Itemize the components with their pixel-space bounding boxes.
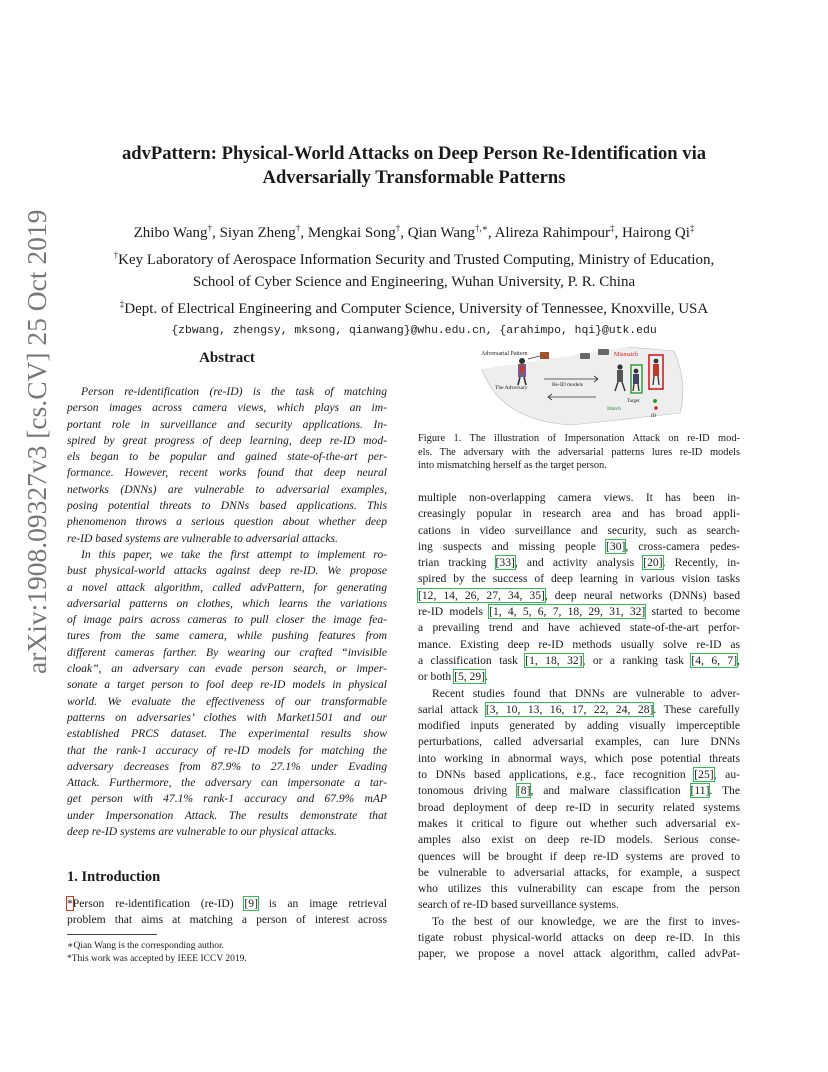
text-run: broad deployment of deep re-ID in security related systems [418,800,740,814]
affiliation-1-line-2: School of Cyber Science and Engineering, Wuhan University, P. R. China [192,274,636,290]
label-reid-models: Re-ID models [552,382,584,388]
text-run: multiple non-overlapping camera views. It has been in- [418,491,740,504]
label-id: ID [651,414,657,419]
abstract-line: person images across camera views, which plays an im- [67,401,387,415]
abstract-line: of image pairs across cameras to pull closer the image fea- [67,613,387,627]
figure-1-illustration [478,343,688,429]
text-run: amples also exist on deep re-ID models. Serious conse- [418,833,740,847]
body-line [418,604,740,620]
abstract-line: that the rank-1 accuracy of re-ID models for matching the [67,743,387,757]
body-line [418,865,740,881]
text-run: To the best of our knowledge, we are the first to inves- [432,914,740,928]
introduction-body [67,896,387,929]
author-affiliation-mark: † [207,223,213,233]
caption-line: Figure 1. The illustration of Impersonation Attack on re-ID mod- [418,433,740,444]
text-run: search of re-ID based surveillance systems. [418,898,619,912]
text-run: spired by the success of deep learning in various vision tasks [418,572,740,586]
citation-link[interactable]: [9] [244,897,258,910]
text-run: . The [709,784,740,798]
author-name: Hairong Qi [621,225,690,241]
abstract-line: cloak”, an adversary can evade person search, or imper- [67,662,387,676]
abstract-line: deep re-ID systems are vulnerable to our physical attacks. [67,825,337,839]
body-line [418,897,740,913]
body-line [418,849,740,865]
body-line [418,523,740,539]
abstract-line: get person with 47.1% rank-1 accuracy and 67.9% mAP [67,792,387,806]
title-line-2: Adversarially Transformable Patterns [262,167,566,188]
label-adversarial-pattern: Adversarial Pattern [481,351,528,357]
label-match: Match [607,406,622,412]
pattern-patch-icon [540,352,549,359]
paper-title [70,142,758,190]
text-run: tigate robust physical-world attacks on deep re-ID. In this [418,931,740,945]
label-mismatch: Mismatch [614,352,638,358]
affiliation-1-mark: † [113,250,119,260]
body-line [418,653,740,669]
citation-link[interactable]: [8] [516,784,531,798]
citation-link[interactable]: [30] [606,539,626,553]
author-name: Alireza Rahimpour [494,225,610,241]
text-run: paper, we propose a novel attack algorithm, called advPat- [418,947,740,961]
pattern-pointer [528,356,540,359]
abstract-line: bust physical-world attacks against deep re-ID. We propose [67,564,387,578]
author-affiliation-mark: ‡ [609,223,615,233]
citation-link[interactable]: [11] [690,784,710,798]
abstract-line: portant role in surveillance and security applications. In- [67,417,387,431]
body-line [418,734,740,750]
author-affiliation-mark: † [395,223,401,233]
right-column-body [418,490,740,963]
abstract-line: tures from the same camera, while pushing features from [67,629,387,643]
text-run: a classification task [418,653,526,667]
id-marker-icon-2 [654,406,658,410]
citation-link[interactable]: [25] [694,768,714,782]
footnote-divider [67,934,157,935]
citation-link[interactable]: [20] [643,556,663,570]
body-line [418,686,740,702]
affiliation-2-text: Dept. of Electrical Engineering and Computer Science, University of Tennessee, Knoxville, USA [124,301,709,317]
body-line [418,800,740,816]
camera-icon-1 [580,353,590,359]
body-line [418,930,740,946]
introduction-line-1 [67,896,387,912]
author-name: Siyan Zheng [219,225,296,241]
body-line [418,881,740,897]
body-line [418,490,740,506]
camera-icon-2 [598,349,609,355]
body-line [418,539,740,555]
text-run: re-ID models [418,605,490,619]
text-run: ing suspects and missing people [418,539,607,553]
citation-link[interactable]: [3, 10, 13, 16, 17, 22, 24, 28] [485,702,654,716]
author-affiliation-mark: ‡ [689,223,695,233]
body-line [418,767,740,783]
body-line [418,555,740,571]
body-line [418,588,740,604]
text-run: , or a ranking task [582,653,692,667]
body-line [418,718,740,734]
text-run: , and activity analysis [514,556,644,570]
body-line [418,620,740,636]
title-line-1: advPattern: Physical-World Attacks on Deep Person Re-Identification via [121,143,707,164]
footnotes [67,940,387,965]
abstract-line: adversarial patterns on clothes, which learns the variations [67,596,387,610]
citation-link[interactable]: [1, 4, 5, 6, 7, 18, 29, 31, 32] [489,605,646,619]
author-name: Qian Wang [407,225,475,241]
author-block [40,217,788,340]
body-line [418,702,740,718]
abstract-line: sonate a target person to fool deep re-ID models in physical [67,678,387,692]
citation-link[interactable]: [5, 29] [454,670,485,684]
abstract-line: phenomenon throws a serious question about whether deep [67,515,387,529]
text-run: . These carefully [653,702,740,716]
text-run: into working in abnormal ways, which pose potential threats [418,751,740,765]
citation-link[interactable]: [4, 6, 7] [691,653,738,667]
affiliation-2-mark: ‡ [119,299,125,309]
text-run: trian tracking [418,556,496,570]
text-run: quences will be brought if deep re-ID systems are proved to [418,849,740,863]
body-line [418,637,740,653]
affiliation-2 [40,293,788,320]
author-affiliation-mark: †,∗ [475,223,488,233]
text-run: . Recently, in- [662,556,741,570]
text-run: is an image retrieval [257,897,387,910]
label-adversary: The Adversary [495,385,528,391]
introduction-heading: 1. Introduction [67,869,161,885]
body-line [418,946,740,962]
arxiv-identifier: arXiv:1908.09327v3 [cs.CV] 25 Oct 2019 [21,209,52,674]
text-run: perturbations, called adversarial examples, can lure DNNs [418,735,740,749]
caption-line: into mismatching herself as the target person. [418,460,607,471]
text-run: , au- [713,768,740,782]
text-run: , [737,653,741,667]
label-target: Target [627,399,640,404]
abstract-line: networks (DNNs) are vulnerable to adversarial examples, [67,482,387,496]
abstract-line: world. We evaluate the effectiveness of our transformable [67,694,387,708]
text-run: , deep neural networks (DNNs) based [544,588,740,602]
affiliation-1-text: Key Laboratory of Aerospace Information Security and Trusted Computing, Ministry of Education, [118,252,715,268]
body-line [418,751,740,767]
abstract-body [67,384,387,840]
text-run: mance. Existing deep re-ID methods usually solve re-ID as [418,637,740,651]
citation-link[interactable]: [33] [495,556,515,570]
abstract-heading: Abstract [199,350,255,366]
text-run: started to become [645,605,740,619]
body-line [418,783,740,799]
text-run: or both [418,670,455,684]
author-affiliation-mark: † [295,223,301,233]
text-run: , cross-camera pedes- [625,539,741,553]
body-line [418,914,740,930]
text-run: Recent studies found that DNNs are vulnerable to adver- [432,686,740,700]
text-run: sarial attack [418,702,486,716]
abstract-line: posing potential threats to DNNs based applications. This [67,499,387,513]
abstract-line: spired by great progress of deep learning, deep re-ID mod- [67,433,387,447]
abstract-line: In this paper, we take the first attempt to implement ro- [81,547,387,561]
text-run: Person re-identification (re-ID) [72,897,245,910]
abstract-line: Attack. Furthermore, the adversary can impersonate a tar- [67,776,387,790]
introduction-line-2: problem that aims at matching a person of interest across [67,913,387,927]
citation-link[interactable]: [1, 18, 32] [525,653,583,667]
caption-line: els. The adversary with the adversarial patterns lures re-ID models [418,446,740,458]
abstract-line: established PRCS dataset. The experimental results show [67,727,387,741]
abstract-line: adversary decreases from 87.9% to 27.1% under Evading [67,759,387,773]
body-line [418,669,740,685]
author-emails: {zbwang, zhengsy, mksong, qianwang}@whu.edu.cn, {arahimpo, hqi}@utk.edu [171,325,657,337]
abstract-line: re-ID based systems are vulnerable to adversarial attacks. [67,531,338,545]
body-line [418,816,740,832]
text-run: makes it critical to figure out whether such adversarial ex- [418,816,740,830]
affiliation-1-line-1 [40,244,788,271]
text-run: who utilizes this vulnerability can escape from the person [418,882,740,896]
text-run: to DNNs based applications, e.g., face recognition [418,768,695,782]
text-run: a prevailing trend and have achieved state-of-the-art perfor- [418,621,740,635]
abstract-line: formance. However, recent works found that deep neural [67,466,387,480]
text-run: be vulnerable to adversarial attacks, for example, a suspect [418,865,740,879]
footnote-1: ∗Qian Wang is the corresponding author. [67,941,224,951]
abstract-line: patterns on adversaries’ clothes with Market1501 and our [67,710,387,724]
author-name: Zhibo Wang [133,225,208,241]
abstract-line: under Impersonation Attack. The results demonstrate that [67,808,387,822]
footnote-2: *This work was accepted by IEEE ICCV 2019. [67,953,247,964]
body-line [418,832,740,848]
text-run: tonomous driving [418,784,517,798]
abstract-line: different cameras farther. By wearing our crafted “invisible [67,645,387,659]
text-run: creasingly popular in research area and has broad appli- [418,507,740,521]
citation-link[interactable]: [12, 14, 26, 27, 34, 35] [418,588,545,602]
author-list: Zhibo Wang†, Siyan Zheng†, Mengkai Song†, Qian Wang†,∗, Alireza Rahimpour‡, Hairong Qi‡ [133,223,695,241]
text-run: modified inputs generated by adding visually imperceptible [418,719,740,733]
text-run: , and malware classification [530,784,691,798]
text-run: . [485,670,488,684]
abstract-line: a novel attack algorithm, called advPattern, for generating [67,580,387,594]
id-marker-icon [653,399,657,403]
body-line [418,571,740,587]
text-run: cations in video surveillance and security, such as search- [418,523,740,537]
body-line [418,506,740,522]
footnote-link[interactable]: * [67,897,73,910]
figure-1-caption [418,432,740,473]
abstract-line: els began to be popular and gained state-of-the-art per- [67,450,387,464]
abstract-line: Person re-identification (re-ID) is the task of matching [81,385,387,398]
author-name: Mengkai Song [307,225,396,241]
